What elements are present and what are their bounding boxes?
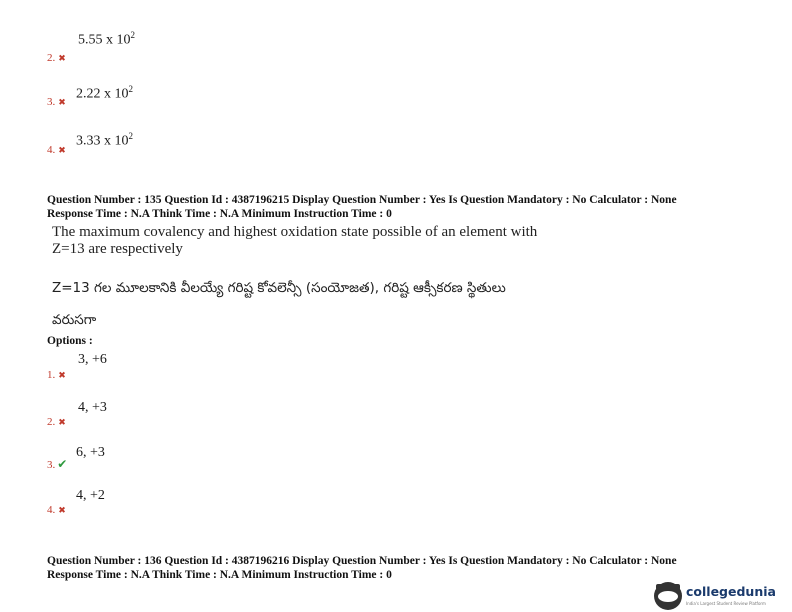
- wrong-icon: ✖: [58, 145, 66, 155]
- q135-option-4-label: 4. ✖: [47, 504, 66, 516]
- check-icon: ✔: [57, 457, 68, 471]
- prev-option-1-label: 2. ✖: [47, 52, 66, 64]
- wrong-icon: ✖: [58, 53, 66, 63]
- q135-meta-line-1: Question Number : 135 Question Id : 4387196215 Display Question Number : Yes Is Question Mandatory : No Calculator : None: [47, 194, 677, 206]
- q135-option-1-value: 3, +6: [78, 352, 107, 367]
- prev-option-3-label: 4. ✖: [47, 144, 66, 156]
- wrong-icon: ✖: [58, 417, 66, 427]
- q135-text-te-line-2: వరుసగా: [52, 312, 97, 328]
- q135-option-3-label: 3. ✔: [47, 457, 68, 471]
- q135-option-3-value: 6, +3: [76, 445, 105, 460]
- prev-option-2-label: 3. ✖: [47, 96, 66, 108]
- graduation-cap-icon: [654, 582, 682, 610]
- collegedunia-logo: [654, 582, 776, 610]
- prev-option-2-value: 2.22 x $10^2$: [76, 84, 133, 102]
- wrong-icon: ✖: [58, 370, 66, 380]
- q135-option-2-value: 4, +3: [78, 400, 107, 415]
- q135-meta-line-2: Response Time : N.A Think Time : N.A Minimum Instruction Time : 0: [47, 208, 392, 220]
- q135-option-1-label: 1. ✖: [47, 369, 66, 381]
- options-label: Options :: [47, 335, 93, 347]
- q135-option-4-value: 4, +2: [76, 488, 105, 503]
- q135-text-te-line-1: Z=13 గల మూలకానికి వీలయ్యే గరిష్ట కోవలెన్సీ (సంయోజత), గరిష్ట ఆక్సీకరణ స్థితులు: [52, 280, 506, 296]
- q135-option-2-label: 2. ✖: [47, 416, 66, 428]
- logo-name: collegedunia: [686, 584, 776, 600]
- prev-option-3-value: 3.33 x $10^2$: [76, 131, 133, 149]
- q135-text-en-line-1: The maximum covalency and highest oxidation state possible of an element with: [52, 224, 538, 240]
- q136-meta-line-2: Response Time : N.A Think Time : N.A Minimum Instruction Time : 0: [47, 569, 392, 581]
- wrong-icon: ✖: [58, 505, 66, 515]
- q135-text-en-line-2: Z=13 are respectively: [52, 241, 183, 257]
- q136-meta-line-1: Question Number : 136 Question Id : 4387196216 Display Question Number : Yes Is Question Mandatory : No Calculator : None: [47, 555, 677, 567]
- prev-option-1-value: 5.55 x $10^2$: [78, 30, 135, 48]
- wrong-icon: ✖: [58, 97, 66, 107]
- logo-tagline: India's Largest Student Review Platform: [686, 600, 766, 606]
